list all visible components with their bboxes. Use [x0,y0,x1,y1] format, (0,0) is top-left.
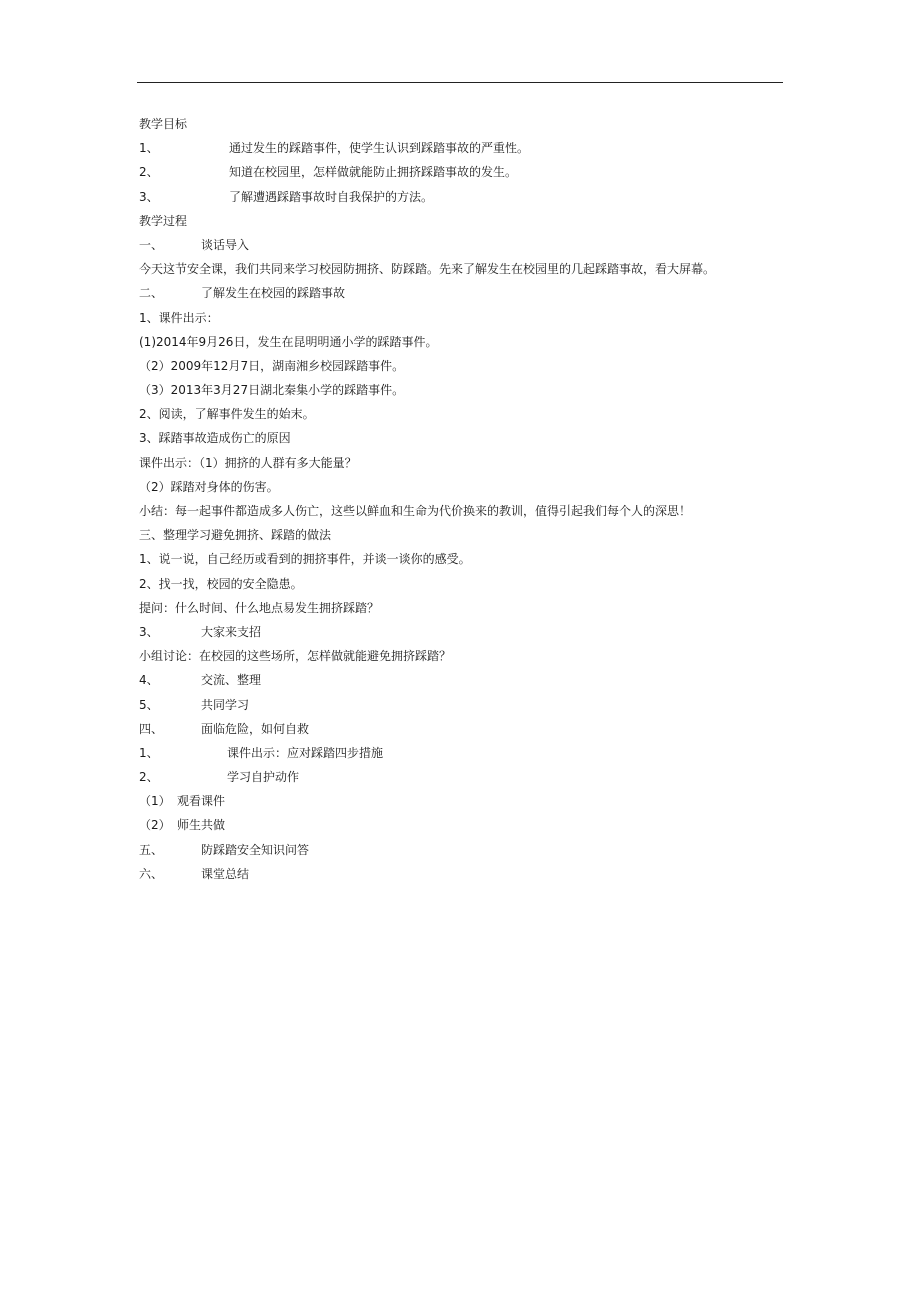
process-step: 1、 课件出示：应对踩踏四步措施 [139,745,384,760]
process-step: 2、 学习自护动作 [139,770,300,785]
paragraph: (1)2014年9月26日，发生在昆明明通小学的踩踏事件。 [139,334,438,349]
paragraph: 1、课件出示： [139,310,219,325]
paragraph: 提问：什么时间、什么地点易发生拥挤踩踏？ [139,600,380,615]
section-heading-objectives: 教学目标 [139,117,188,131]
process-step: 六、 课堂总结 [139,866,250,881]
header-rule [137,82,783,83]
process-step: （1） 观看课件 [139,794,226,809]
process-step: 3、 大家来支招 [139,624,262,639]
process-step: 一、 谈话导入 [139,237,250,252]
summary-paragraph: 小结：每一起事件都造成多人伤亡，这些以鲜血和生命为代价换来的教训，值得引起我们每个人的深思！ [139,504,692,518]
process-step: 5、 共同学习 [139,697,250,712]
paragraph: 课件出示：（1）拥挤的人群有多大能量？ [139,455,357,470]
paragraph: 小组讨论：在校园的这些场所，怎样做就能避免拥挤踩踏？ [139,649,452,664]
process-step: 二、 了解发生在校园的踩踏事故 [139,286,346,301]
paragraph: 2、找一找，校园的安全隐患。 [139,576,303,591]
objective-item: 1、 通过发生的踩踏事件，使学生认识到踩踏事故的严重性。 [139,141,530,156]
paragraph: 三、整理学习避免拥挤、踩踏的做法 [139,528,332,543]
paragraph: 3、踩踏事故造成伤亡的原因 [139,431,291,446]
paragraph: 2、阅读，了解事件发生的始末。 [139,407,315,422]
objective-item: 3、 了解遭遇踩踏事故时自我保护的方法。 [139,189,434,204]
objective-item: 2、 知道在校园里，怎样做就能防止拥挤踩踏事故的发生。 [139,165,518,180]
paragraph: （2）2009年12月7日，湖南湘乡校园踩踏事件。 [139,358,405,373]
lesson-plan-body [139,112,779,886]
process-step: 五、 防踩踏安全知识问答 [139,842,310,857]
paragraph: （3）2013年3月27日湖北秦集小学的踩踏事件。 [139,383,405,398]
process-step: （2） 师生共做 [139,818,226,833]
process-step: 四、 面临危险，如何自救 [139,721,310,736]
section-heading-process: 教学过程 [139,213,188,228]
paragraph: 1、说一说，自己经历或看到的拥挤事件，并谈一谈你的感受。 [139,552,471,567]
paragraph: （2）踩踏对身体的伤害。 [139,479,279,494]
paragraph: 今天这节安全课，我们共同来学习校园防拥挤、防踩踏。先来了解发生在校园里的几起踩踏事故，看大屏幕。 [139,262,716,277]
process-step: 4、 交流、整理 [139,673,262,688]
